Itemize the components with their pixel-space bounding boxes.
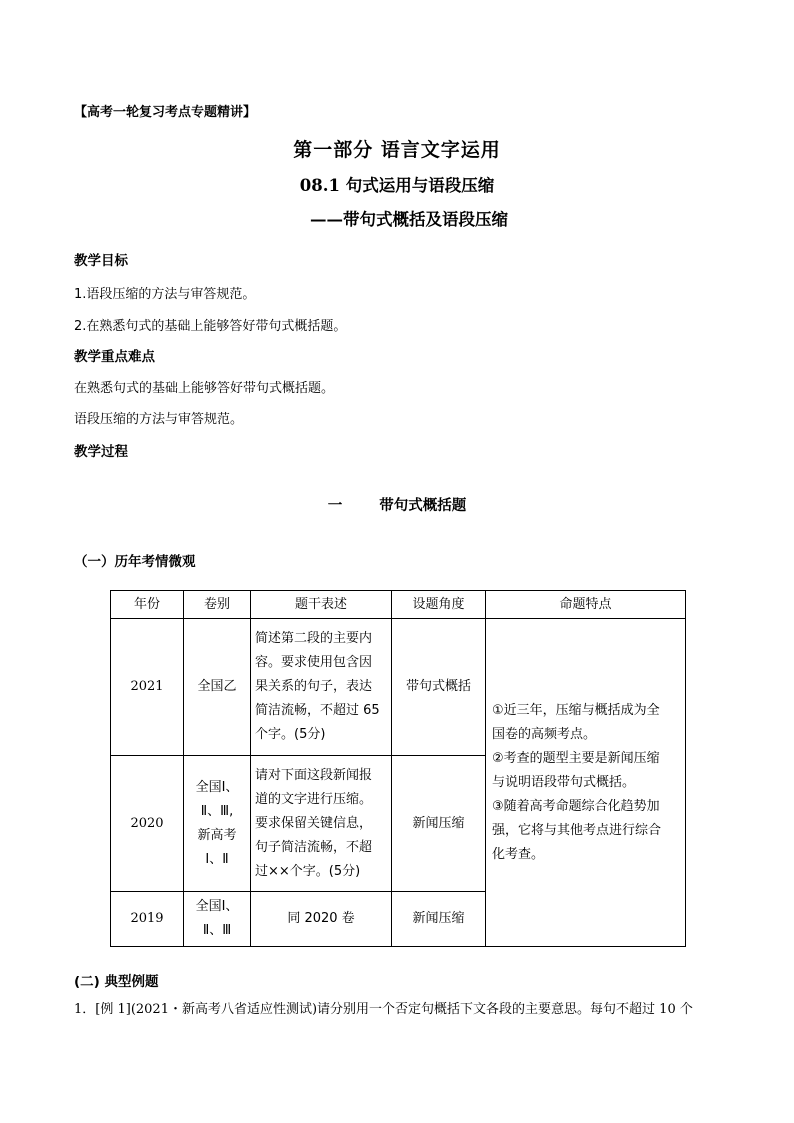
header-tag: 【高考一轮复习考点专题精讲】 xyxy=(74,105,257,120)
title-sub: ——带句式概括及语段压缩 xyxy=(310,210,508,229)
year-cell: 2020 xyxy=(111,756,184,892)
paper-line: 全国Ⅰ、 xyxy=(195,899,239,914)
paper-line: Ⅱ、Ⅲ xyxy=(202,923,232,938)
feature-line: 国卷的高频考点。 xyxy=(492,726,597,742)
subsection-heading: (二) 典型例题 xyxy=(74,974,159,990)
key-heading: 教学重点难点 xyxy=(74,349,155,365)
stem-line: 过××个字。(5分) xyxy=(255,863,361,879)
angle-cell: 带句式概括 xyxy=(392,619,486,756)
col-header-stem: 题干表述 xyxy=(251,591,392,619)
feature-line: 强，它将与其他考点进行综合 xyxy=(492,822,662,838)
stem-cell xyxy=(251,892,392,947)
angle-cell: 新闻压缩 xyxy=(392,756,486,892)
stem-line: 果关系的句子，表达 xyxy=(255,679,373,694)
stem-line: 同 2020 卷 xyxy=(287,911,355,926)
stem-line: 要求保留关键信息， xyxy=(255,815,373,831)
stem-line: 道的文字进行压缩。 xyxy=(255,791,373,807)
paper-cell: 全国乙 xyxy=(184,619,251,756)
feature-line: ①近三年，压缩与概括成为全 xyxy=(492,702,660,718)
feature-line: ③随着高考命题综合化趋势加 xyxy=(492,798,660,814)
section-title: 带句式概括题 xyxy=(379,498,467,514)
subsection-heading: （一）历年考情微观 xyxy=(74,554,196,570)
goal-item: 1.语段压缩的方法与审答规范。 xyxy=(74,287,256,302)
col-header-angle: 设题角度 xyxy=(392,591,486,619)
stem-line: 简述第二段的主要内 xyxy=(255,631,373,646)
feature-line: 化考查。 xyxy=(492,846,545,862)
feature-line: 与说明语段带句式概括。 xyxy=(492,774,636,790)
stem-cell xyxy=(251,756,392,892)
paper-line: 全国Ⅰ、 xyxy=(195,779,239,795)
title-part: 第一部分 语言文字运用 xyxy=(293,139,501,161)
paper-line: Ⅰ、Ⅱ xyxy=(205,851,229,867)
paper-cell xyxy=(184,756,251,892)
stem-line: 简洁流畅，不超过 65 xyxy=(255,703,380,718)
paper-line: Ⅱ、Ⅲ, xyxy=(200,803,234,819)
year-cell: 2021 xyxy=(111,619,184,756)
year-cell: 2019 xyxy=(111,892,184,947)
col-header-year: 年份 xyxy=(111,591,184,619)
section-number: 一 xyxy=(327,498,343,514)
goals-heading: 教学目标 xyxy=(74,253,128,269)
features-cell xyxy=(486,619,686,947)
stem-line: 句子简洁流畅，不超 xyxy=(255,839,373,855)
key-point-item: 在熟悉句式的基础上能够答好带句式概括题。 xyxy=(74,381,335,396)
example-text: 1．[例 1](2021・新高考八省适应性测试)请分别用一个否定句概括下文各段的主要意思。每句不超过 10 个 xyxy=(74,1002,693,1017)
goal-item: 2.在熟悉句式的基础上能够答好带句式概括题。 xyxy=(74,319,347,334)
stem-line: 个字。(5分) xyxy=(255,727,326,742)
stem-line: 请对下面这段新闻报 xyxy=(255,767,373,783)
section-heading xyxy=(0,494,794,515)
title-main: 08.1 句式运用与语段压缩 xyxy=(299,176,495,195)
table-row xyxy=(111,619,686,756)
exam-table xyxy=(110,590,686,947)
angle-cell: 新闻压缩 xyxy=(392,892,486,947)
col-header-paper: 卷别 xyxy=(184,591,251,619)
process-heading: 教学过程 xyxy=(74,444,128,460)
feature-line: ②考查的题型主要是新闻压缩 xyxy=(492,750,660,766)
key-point-item: 语段压缩的方法与审答规范。 xyxy=(74,412,244,427)
paper-line: 新高考 xyxy=(197,827,237,843)
col-header-features: 命题特点 xyxy=(486,591,686,619)
paper-cell xyxy=(184,892,251,947)
table-header-row xyxy=(111,591,686,619)
stem-line: 容。要求使用包含因 xyxy=(255,655,373,670)
stem-cell xyxy=(251,619,392,756)
